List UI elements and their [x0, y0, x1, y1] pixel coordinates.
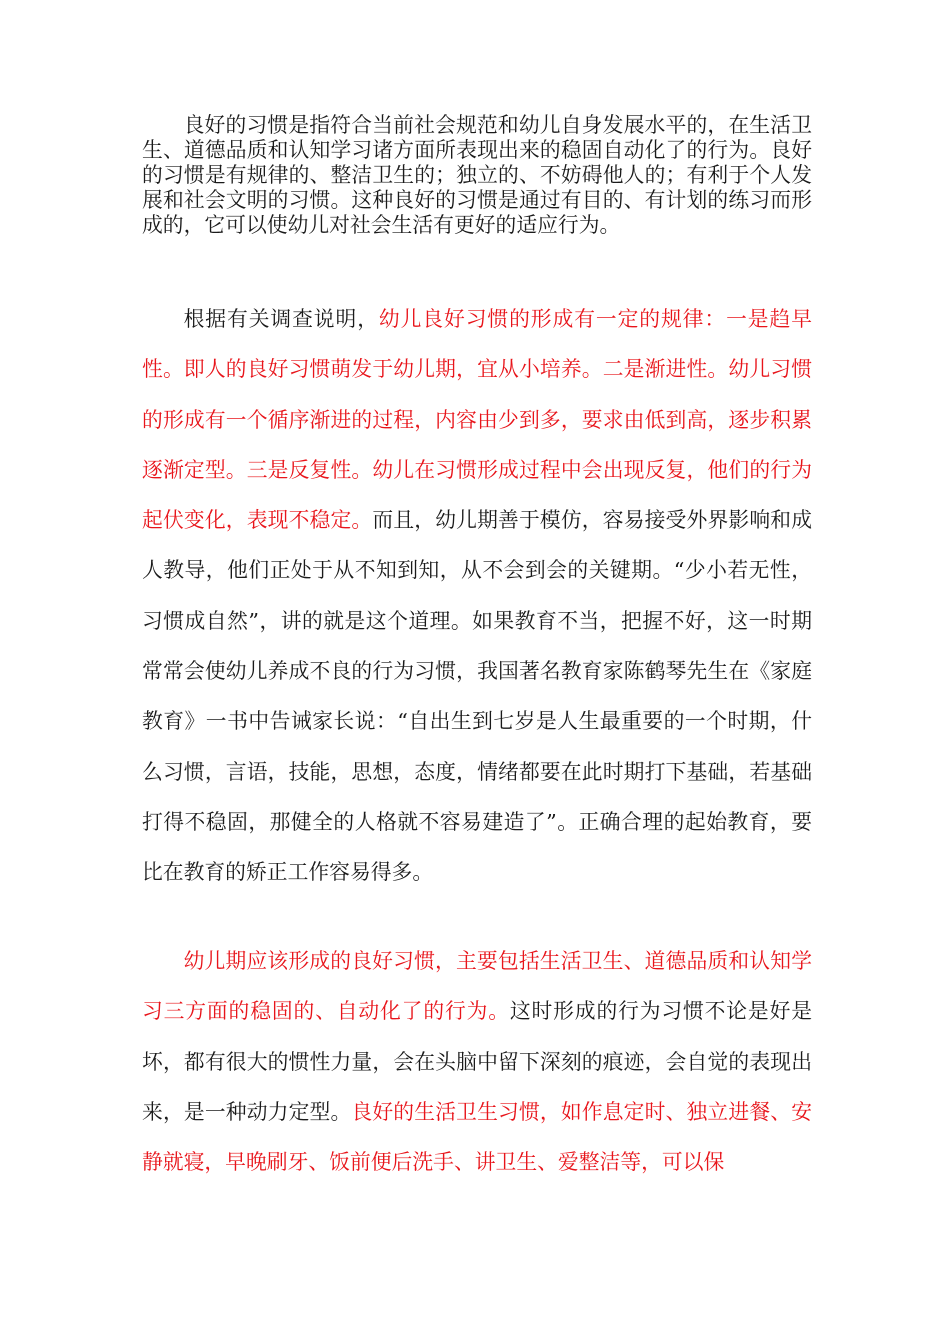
paragraph-habit-formation-rules	[142, 294, 812, 898]
paragraph-text: 这时形成的行为习惯不论是好是坏，都有很大的惯性力量，会在头脑中留下深刻的痕迹，会自觉的表现出来，是一种动力定型。	[142, 999, 813, 1124]
highlighted-text: 幼儿期应该形成的良好习惯，主要包括生活卫生、道德品质和认知学习三方面的稳固的、自动化了的行为。	[142, 949, 812, 1024]
paragraph-habit-definition	[142, 113, 812, 238]
paragraph-text: 根据有关调查说明，	[183, 307, 379, 331]
highlighted-text: 幼儿良好习惯的形成有一定的规律：一是趋早性。即人的良好习惯萌发于幼儿期，宜从小培养。二是渐进性。幼儿习惯的形成有一个循序渐进的过程，内容由少到多，要求由低到高，逐步积累逐渐定型。三是反复性。幼儿在习惯形成过程中会出现反复，他们的行为起伏变化，表现不稳定。	[142, 307, 813, 533]
paragraph-habit-categories	[142, 936, 812, 1187]
highlighted-text: 良好的生活卫生习惯，如作息定时、独立进餐、安静就寝，早晚刷牙、饭前便后洗手、讲卫生、爱整洁等，可以保	[142, 1099, 812, 1175]
paragraph-text: 而且，幼儿期善于模仿，容易接受外界影响和成人教导，他们正处于从不知到知，从不会到会的关键期。“少小若无性，习惯成自然”，讲的就是这个道理。如果教育不当，把握不好，这一时期常常会使幼儿养成不良的行为习惯，我国著名教育家陈鹤琴先生在《家庭教育》一书中告诫家长说：“自出生到七岁是人生最重要的一个时期，什么习惯，言语，技能，思想，态度，情绪都要在此时期打下基础，若基础打得不稳固，那健全的人格就不容易建造了”。正确合理的起始教育，要比在教育的矫正工作容易得多。	[142, 508, 813, 885]
paragraph-text: 良好的习惯是指符合当前社会规范和幼儿自身发展水平的，在生活卫生、道德品质和认知学习诸方面所表现出来的稳固自动化了的行为。良好的习惯是有规律的、整洁卫生的；独立的、不妨碍他人的；有利于个人发展和社会文明的习惯。这种良好的习惯是通过有目的、有计划的练习而形成的，它可以使幼儿对社会生活有更好的适应行为。	[142, 113, 812, 237]
